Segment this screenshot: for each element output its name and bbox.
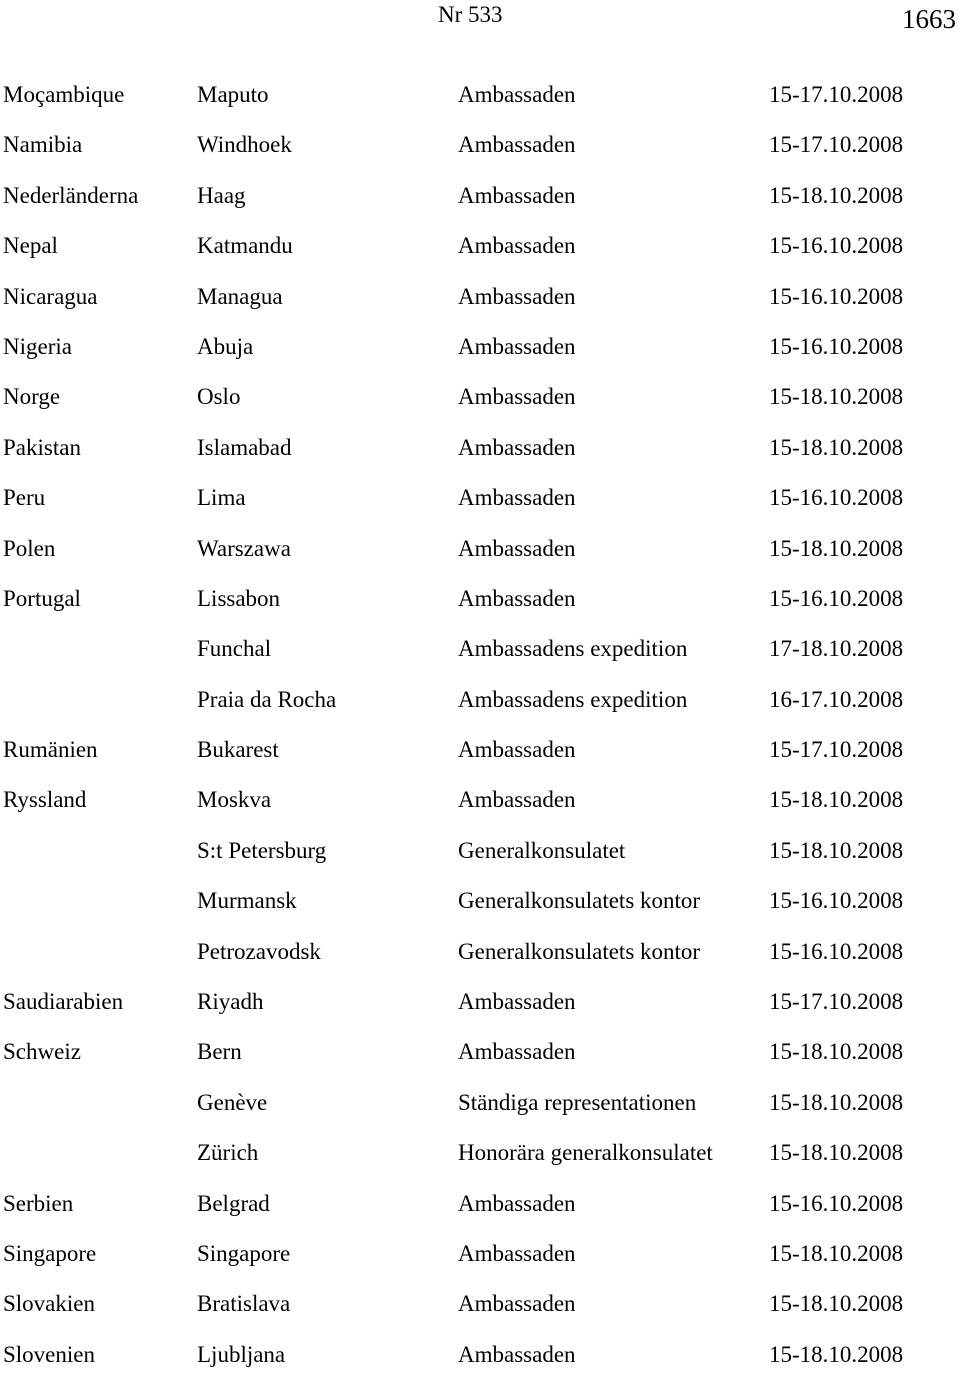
- mission-cell: Ambassaden: [458, 787, 576, 813]
- mission-cell: Ambassaden: [458, 434, 576, 460]
- table-row: [0, 676, 960, 726]
- dates-cell: 15-16.10.2008: [769, 485, 904, 511]
- mission-cell: Honorära generalkonsulatet: [458, 1140, 713, 1166]
- dates-cell: 15-16.10.2008: [769, 283, 904, 309]
- country-cell: Nigeria: [3, 333, 72, 359]
- mission-cell: Ambassaden: [458, 535, 576, 561]
- mission-cell: Ambassaden: [458, 737, 576, 763]
- table-row: [0, 474, 960, 524]
- mission-cell: Ambassadens expedition: [458, 686, 688, 712]
- country-cell: Slovakien: [3, 1291, 95, 1317]
- city-cell: Bukarest: [197, 737, 279, 763]
- city-cell: Warszawa: [197, 535, 291, 561]
- mission-cell: Ambassaden: [458, 1341, 576, 1367]
- table-row: [0, 424, 960, 474]
- country-cell: Portugal: [3, 585, 81, 611]
- dates-cell: 15-16.10.2008: [769, 938, 904, 964]
- mission-cell: Ambassaden: [458, 132, 576, 158]
- table-row: [0, 928, 960, 978]
- country-cell: Slovenien: [3, 1341, 95, 1367]
- city-cell: Funchal: [197, 636, 272, 662]
- dates-cell: 15-16.10.2008: [769, 233, 904, 259]
- mission-cell: Ambassaden: [458, 1190, 576, 1216]
- table-row: [0, 877, 960, 927]
- mission-cell: Generalkonsulatet: [458, 837, 626, 863]
- table-row: [0, 71, 960, 121]
- country-cell: Nederländerna: [3, 182, 139, 208]
- city-cell: Praia da Rocha: [197, 686, 337, 712]
- country-cell: Serbien: [3, 1190, 74, 1216]
- table-row: [0, 1331, 960, 1381]
- mission-cell: Ambassaden: [458, 82, 576, 107]
- table-row: [0, 1180, 960, 1230]
- city-cell: Petrozavodsk: [197, 938, 321, 964]
- table-row: [0, 1280, 960, 1330]
- dates-cell: 15-18.10.2008: [769, 1089, 904, 1115]
- table-row: [0, 978, 960, 1028]
- dates-cell: 15-18.10.2008: [769, 1341, 904, 1367]
- city-cell: Bern: [197, 1039, 242, 1065]
- mission-cell: Ambassaden: [458, 585, 576, 611]
- city-cell: Lima: [197, 485, 246, 511]
- city-cell: Belgrad: [197, 1190, 270, 1216]
- mission-cell: Ambassaden: [458, 182, 576, 208]
- city-cell: Windhoek: [197, 132, 292, 158]
- city-cell: Haag: [197, 182, 246, 208]
- country-cell: Norge: [3, 384, 61, 410]
- table-row: [0, 373, 960, 423]
- city-cell: Singapore: [197, 1240, 291, 1266]
- dates-cell: 15-18.10.2008: [769, 1140, 904, 1166]
- dates-cell: 15-17.10.2008: [769, 82, 904, 107]
- dates-cell: 15-16.10.2008: [769, 1190, 904, 1216]
- dates-cell: 16-17.10.2008: [769, 686, 904, 712]
- mission-cell: Ambassaden: [458, 989, 576, 1015]
- document-number: Nr 533: [438, 2, 503, 27]
- table-row: [0, 776, 960, 826]
- mission-cell: Ambassaden: [458, 233, 576, 259]
- table-row: [0, 525, 960, 575]
- city-cell: Managua: [197, 283, 283, 309]
- country-cell: Polen: [3, 535, 56, 561]
- country-cell: Singapore: [3, 1240, 97, 1266]
- dates-cell: 15-18.10.2008: [769, 434, 904, 460]
- table-row: [0, 172, 960, 222]
- mission-cell: Ambassaden: [458, 283, 576, 309]
- country-cell: Namibia: [3, 132, 83, 158]
- country-cell: Nepal: [3, 233, 58, 259]
- dates-cell: 15-18.10.2008: [769, 384, 904, 410]
- city-cell: Bratislava: [197, 1291, 291, 1317]
- table-row: [0, 625, 960, 675]
- mission-cell: Ständiga representationen: [458, 1089, 697, 1115]
- city-cell: Maputo: [197, 82, 269, 107]
- mission-cell: Ambassaden: [458, 485, 576, 511]
- mission-cell: Ambassaden: [458, 1039, 576, 1065]
- dates-cell: 15-18.10.2008: [769, 535, 904, 561]
- mission-cell: Generalkonsulatets kontor: [458, 888, 701, 914]
- dates-cell: 15-16.10.2008: [769, 888, 904, 914]
- city-cell: S:t Petersburg: [197, 837, 327, 863]
- table-row: [0, 1079, 960, 1129]
- country-cell: Saudiarabien: [3, 989, 124, 1015]
- city-cell: Islamabad: [197, 434, 292, 460]
- city-cell: Riyadh: [197, 989, 264, 1015]
- table-row: [0, 323, 960, 373]
- city-cell: Moskva: [197, 787, 272, 813]
- city-cell: Abuja: [197, 333, 254, 359]
- page-header: [0, 0, 960, 60]
- country-cell: Nicaragua: [3, 283, 98, 309]
- table-row: [0, 1230, 960, 1280]
- dates-cell: 15-18.10.2008: [769, 1291, 904, 1317]
- table-row: [0, 273, 960, 323]
- mission-cell: Ambassaden: [458, 333, 576, 359]
- table-row: [0, 575, 960, 625]
- dates-cell: 15-18.10.2008: [769, 182, 904, 208]
- dates-cell: 17-18.10.2008: [769, 636, 904, 662]
- dates-cell: 15-18.10.2008: [769, 837, 904, 863]
- mission-table: [0, 71, 960, 1381]
- dates-cell: 15-18.10.2008: [769, 787, 904, 813]
- dates-cell: 15-17.10.2008: [769, 132, 904, 158]
- city-cell: Oslo: [197, 384, 241, 410]
- table-row: [0, 726, 960, 776]
- dates-cell: 15-16.10.2008: [769, 585, 904, 611]
- country-cell: Moçambique: [3, 82, 125, 107]
- dates-cell: 15-16.10.2008: [769, 333, 904, 359]
- mission-cell: Ambassaden: [458, 384, 576, 410]
- dates-cell: 15-18.10.2008: [769, 1240, 904, 1266]
- dates-cell: 15-17.10.2008: [769, 989, 904, 1015]
- city-cell: Lissabon: [197, 585, 281, 611]
- country-cell: Ryssland: [3, 787, 87, 813]
- country-cell: Pakistan: [3, 434, 81, 460]
- city-cell: Katmandu: [197, 233, 293, 259]
- city-cell: Zürich: [197, 1140, 259, 1166]
- country-cell: Schweiz: [3, 1039, 81, 1065]
- table-row: [0, 1028, 960, 1078]
- table-row: [0, 1129, 960, 1179]
- mission-cell: Ambassaden: [458, 1240, 576, 1266]
- dates-cell: 15-18.10.2008: [769, 1039, 904, 1065]
- country-cell: Peru: [3, 485, 46, 511]
- city-cell: Ljubljana: [197, 1341, 286, 1367]
- country-cell: Rumänien: [3, 737, 98, 763]
- table-row: [0, 827, 960, 877]
- mission-cell: Generalkonsulatets kontor: [458, 938, 701, 964]
- table-row: [0, 121, 960, 171]
- table-row: [0, 222, 960, 272]
- city-cell: Murmansk: [197, 888, 297, 914]
- page-number: 1663: [902, 4, 956, 34]
- dates-cell: 15-17.10.2008: [769, 737, 904, 763]
- mission-cell: Ambassaden: [458, 1291, 576, 1317]
- mission-cell: Ambassadens expedition: [458, 636, 688, 662]
- city-cell: Genève: [197, 1089, 268, 1115]
